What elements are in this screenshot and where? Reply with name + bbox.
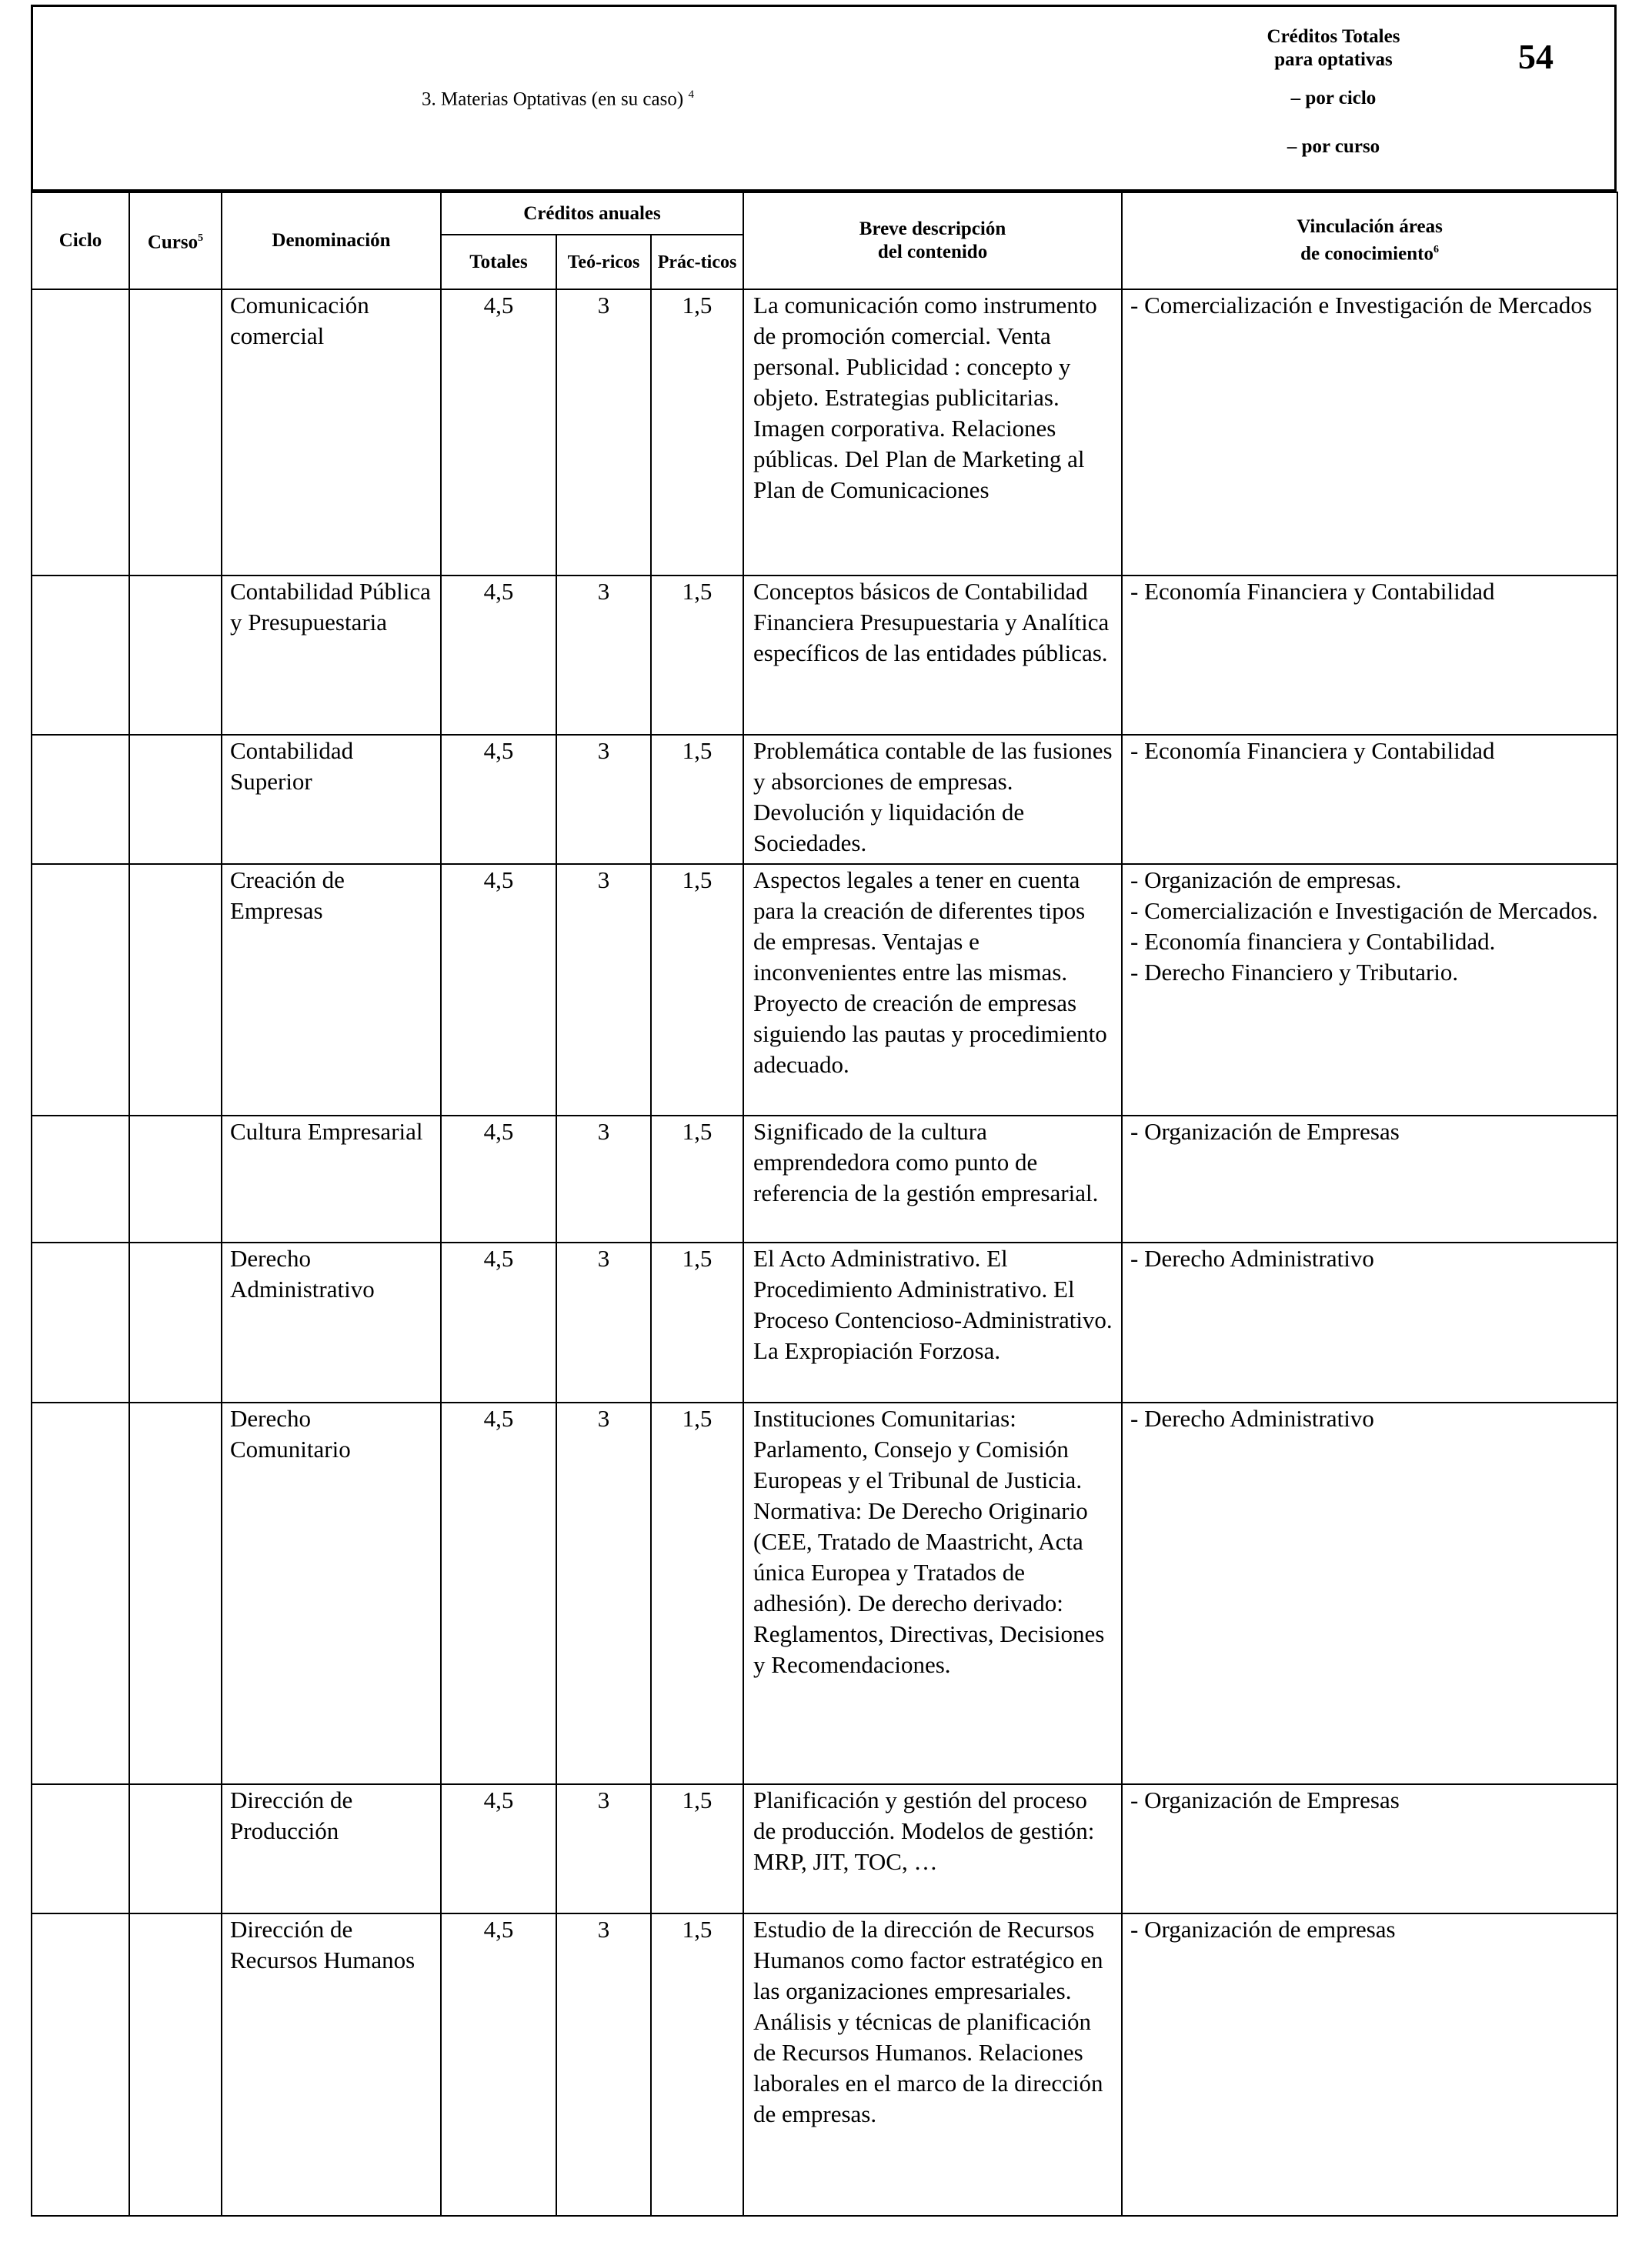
- area-item: - Economía Financiera y Contabilidad: [1130, 578, 1495, 605]
- table-row: [32, 1784, 1617, 1913]
- col-header-curso: Curso$^5$: [129, 192, 222, 289]
- cell-subject-name: Derecho Comunitario: [222, 1403, 441, 1784]
- cell-totales: 4,5: [441, 1784, 556, 1913]
- col-header-denominacion: Denominación: [222, 192, 441, 289]
- cell-areas: [1122, 1403, 1617, 1784]
- table-row: [32, 735, 1617, 864]
- header-box: [31, 5, 1617, 192]
- cell-curso: [129, 1403, 222, 1784]
- cell-practicos: 1,5: [651, 1243, 743, 1403]
- area-item: - Comercialización e Investigación de Mercados: [1130, 292, 1592, 319]
- cell-practicos: 1,5: [651, 864, 743, 1116]
- cell-curso: [129, 1784, 222, 1913]
- cell-description: Conceptos básicos de Contabilidad Financiera Presupuestaria y Analítica específicos de las entidades públicas.: [743, 576, 1122, 735]
- cell-practicos: 1,5: [651, 1116, 743, 1243]
- cell-ciclo: [32, 1243, 129, 1403]
- cell-areas: [1122, 576, 1617, 735]
- cell-curso: [129, 864, 222, 1116]
- cell-teoricos: 3: [556, 864, 651, 1116]
- cell-curso: [129, 1243, 222, 1403]
- cell-teoricos: 3: [556, 735, 651, 864]
- section-title-footnote: 4: [688, 88, 694, 101]
- cell-areas: [1122, 1243, 1617, 1403]
- area-item: - Organización de Empresas: [1130, 1118, 1400, 1145]
- area-item: - Economía Financiera y Contabilidad: [1130, 737, 1495, 764]
- cell-ciclo: [32, 735, 129, 864]
- area-item: - Economía financiera y Contabilidad.: [1130, 928, 1496, 955]
- col-header-practicos: Prác-ticos: [651, 235, 743, 289]
- cell-subject-name: Contabilidad Pública y Presupuestaria: [222, 576, 441, 735]
- area-item: - Derecho Financiero y Tributario.: [1130, 959, 1459, 986]
- table-row: [32, 1116, 1617, 1243]
- cell-teoricos: 3: [556, 576, 651, 735]
- area-item: - Comercialización e Investigación de Mercados.: [1130, 897, 1598, 924]
- cell-practicos: 1,5: [651, 576, 743, 735]
- cell-description: Estudio de la dirección de Recursos Humanos como factor estratégico en las organizaciones empresariales. Análisis y técnicas de planificación de Recursos Humanos. Relaciones laborales en el marco de la dirección de empresas.: [743, 1913, 1122, 2216]
- cell-areas: [1122, 289, 1617, 576]
- cell-curso: [129, 1913, 222, 2216]
- cell-curso: [129, 735, 222, 864]
- col-header-totales: Totales: [441, 235, 556, 289]
- cell-description: El Acto Administrativo. El Procedimiento Administrativo. El Proceso Contencioso-Administrativo. La Expropiación Forzosa.: [743, 1243, 1122, 1403]
- cell-curso: [129, 289, 222, 576]
- credits-per-course: – por curso: [1287, 136, 1380, 157]
- cell-areas: [1122, 864, 1617, 1116]
- table-row: [32, 289, 1617, 576]
- cell-ciclo: [32, 289, 129, 576]
- cell-description: Problemática contable de las fusiones y absorciones de empresas. Devolución y liquidación de Sociedades.: [743, 735, 1122, 864]
- document-page: [31, 5, 1620, 2247]
- cell-ciclo: [32, 1116, 129, 1243]
- area-item: - Derecho Administrativo: [1130, 1405, 1374, 1432]
- cell-totales: 4,5: [441, 576, 556, 735]
- cell-teoricos: 3: [556, 1243, 651, 1403]
- cell-subject-name: Comunicación comercial: [222, 289, 441, 576]
- cell-ciclo: [32, 1403, 129, 1784]
- table-row: [32, 864, 1617, 1116]
- cell-description: Significado de la cultura emprendedora como punto de referencia de la gestión empresarial.: [743, 1116, 1122, 1243]
- cell-description: Instituciones Comunitarias: Parlamento, Consejo y Comisión Europeas y el Tribunal de Justicia. Normativa: De Derecho Originario (CEE, Tratado de Maastricht, Acta única Europea y Tratados de adhesión). De derecho derivado: Reglamentos, Directivas, Decisiones y Recomendaciones.: [743, 1403, 1122, 1784]
- cell-curso: [129, 1116, 222, 1243]
- cell-subject-name: Dirección de Recursos Humanos: [222, 1913, 441, 2216]
- cell-ciclo: [32, 864, 129, 1116]
- credits-title-line1: Créditos Totales: [1267, 26, 1400, 47]
- col-header-ciclo: Ciclo: [32, 192, 129, 289]
- cell-areas: [1122, 1913, 1617, 2216]
- cell-curso: [129, 576, 222, 735]
- cell-ciclo: [32, 1784, 129, 1913]
- cell-totales: 4,5: [441, 1913, 556, 2216]
- cell-practicos: 1,5: [651, 735, 743, 864]
- cell-description: Planificación y gestión del proceso de producción. Modelos de gestión: MRP, JIT, TOC, …: [743, 1784, 1122, 1913]
- cell-totales: 4,5: [441, 1403, 556, 1784]
- cell-teoricos: 3: [556, 1913, 651, 2216]
- cell-teoricos: 3: [556, 1403, 651, 1784]
- cell-practicos: 1,5: [651, 289, 743, 576]
- cell-totales: 4,5: [441, 1243, 556, 1403]
- elective-subjects-table: [31, 192, 1618, 2217]
- table-row: [32, 576, 1617, 735]
- cell-teoricos: 3: [556, 1116, 651, 1243]
- area-item: - Derecho Administrativo: [1130, 1245, 1374, 1272]
- cell-practicos: 1,5: [651, 1403, 743, 1784]
- cell-teoricos: 3: [556, 1784, 651, 1913]
- col-header-vinculacion: Vinculación áreas de conocimiento$^6$: [1122, 192, 1617, 289]
- cell-subject-name: Derecho Administrativo: [222, 1243, 441, 1403]
- table-row: [32, 1913, 1617, 2216]
- cell-totales: 4,5: [441, 735, 556, 864]
- col-header-creditos-anuales: Créditos anuales: [441, 192, 743, 235]
- page-number: 54: [1518, 37, 1554, 76]
- cell-areas: [1122, 1116, 1617, 1243]
- col-header-descripcion: Breve descripción del contenido: [743, 192, 1122, 289]
- cell-areas: [1122, 1784, 1617, 1913]
- credits-per-cycle: – por ciclo: [1290, 88, 1377, 108]
- table-row: [32, 1243, 1617, 1403]
- cell-totales: 4,5: [441, 1116, 556, 1243]
- col-header-teoricos: Teó-ricos: [556, 235, 651, 289]
- table-row: [32, 1403, 1617, 1784]
- section-title: 3. Materias Optativas (en su caso) $^4$: [422, 88, 694, 110]
- total-credits-block: [1218, 25, 1449, 158]
- cell-practicos: 1,5: [651, 1913, 743, 2216]
- cell-subject-name: Cultura Empresarial: [222, 1116, 441, 1243]
- cell-practicos: 1,5: [651, 1784, 743, 1913]
- cell-totales: 4,5: [441, 289, 556, 576]
- cell-subject-name: Dirección de Producción: [222, 1784, 441, 1913]
- credits-title-line2: para optativas: [1274, 49, 1393, 70]
- cell-ciclo: [32, 1913, 129, 2216]
- cell-areas: [1122, 735, 1617, 864]
- cell-subject-name: Creación de Empresas: [222, 864, 441, 1116]
- table-header: [32, 192, 1617, 289]
- cell-description: Aspectos legales a tener en cuenta para la creación de diferentes tipos de empresas. Ventajas e inconvenientes entre las mismas. Proyecto de creación de empresas siguiendo las pautas y procedimiento adecuado.: [743, 864, 1122, 1116]
- cell-subject-name: Contabilidad Superior: [222, 735, 441, 864]
- area-item: - Organización de empresas: [1130, 1916, 1396, 1943]
- area-item: - Organización de empresas.: [1130, 866, 1402, 893]
- table-body: [32, 289, 1617, 2216]
- cell-description: La comunicación como instrumento de promoción comercial. Venta personal. Publicidad : concepto y objeto. Estrategias publicitarias. Imagen corporativa. Relaciones públicas. Del Plan de Marketing al Plan de Comunicaciones: [743, 289, 1122, 576]
- area-item: - Organización de Empresas: [1130, 1787, 1400, 1813]
- cell-teoricos: 3: [556, 289, 651, 576]
- cell-ciclo: [32, 576, 129, 735]
- cell-totales: 4,5: [441, 864, 556, 1116]
